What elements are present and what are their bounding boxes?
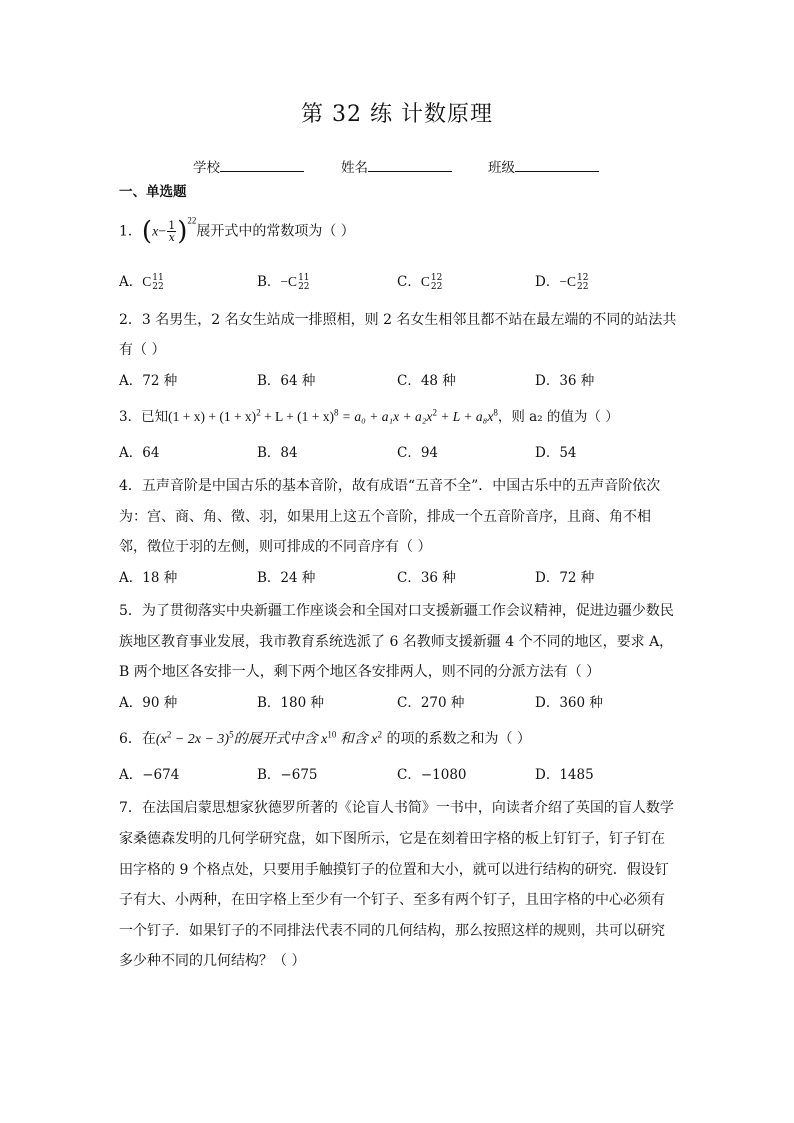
class-field[interactable] — [488, 156, 599, 176]
q6-option-a[interactable]: A．−674 — [119, 767, 180, 783]
question-3: 3．已知$(1 + x) + (1 + x)^2 + L + (1 + x)^8 = a_0 + a_1x + a_2x^2 + L + a_8x^8$，则 a₂ 的值为（ ） — [119, 407, 619, 425]
q5-option-a[interactable]: A．90 种 — [119, 695, 178, 711]
question-7-line-3: 田字格的 9 个格点处，只要用手触摸钉子的位置和大小，就可以进行结构的研究．假设钉 — [119, 862, 669, 878]
name-label: 姓名 — [341, 160, 368, 176]
q4-option-b[interactable]: B．24 种 — [257, 570, 316, 586]
q3-option-c[interactable]: C．94 — [397, 445, 439, 461]
q1-option-a[interactable]: A．C 11 22 — [119, 272, 164, 292]
question-7-line-2: 家桑德森发明的几何学研究盘，如下图所示，它是在刻着田字格的板上钉钉子，钉子钉在 — [119, 831, 665, 847]
q5-option-b[interactable]: B．180 种 — [257, 695, 324, 711]
section-heading: 一、单选题 — [119, 184, 187, 200]
q2-option-b[interactable]: B．64 种 — [257, 373, 316, 389]
question-4-line-3: 邻，徵位于羽的左侧，则可排成的不同音序有（ ） — [119, 539, 432, 555]
question-7-line-1: 7．在法国启蒙思想家狄德罗所著的《论盲人书简》一书中，向读者介绍了英国的盲人数学 — [119, 800, 674, 816]
question-7-line-5: 一个钉子．如果钉子的不同排法代表不同的几何结构，那么按照这样的规则，共可以研究 — [119, 923, 665, 939]
school-field[interactable] — [193, 156, 304, 176]
school-label: 学校 — [193, 160, 220, 176]
q2-option-c[interactable]: C．48 种 — [397, 373, 456, 389]
page-title: 第 32 练 计数原理 — [301, 102, 493, 127]
question-5-line-1: 5．为了贯彻落实中央新疆工作座谈会和全国对口支援新疆工作会议精神，促进边疆少数民 — [119, 603, 674, 619]
question-4-line-2: 为：宫、商、角、徵、羽，如果用上这五个音阶，排成一个五音阶音序，且商、角不相 — [119, 509, 651, 525]
q1-option-d[interactable]: D．−C 12 22 — [535, 272, 589, 292]
q4-option-a[interactable]: A．18 种 — [119, 570, 178, 586]
q3-option-a[interactable]: A．64 — [119, 445, 160, 461]
q1-option-b[interactable]: B．−C 11 22 — [257, 272, 310, 292]
q2-option-d[interactable]: D．36 种 — [535, 373, 595, 389]
school-blank[interactable] — [220, 157, 304, 172]
question-7-line-4: 子有大、小两种，在田字格上至少有一个钉子、至多有两个钉子，且田字格的中心必须有 — [119, 892, 665, 908]
q6-option-d[interactable]: D．1485 — [535, 767, 594, 783]
question-5-line-3: B 两个地区各安排一人，剩下两个地区各安排两人，则不同的分派方法有（ ） — [119, 664, 601, 680]
q5-option-c[interactable]: C．270 种 — [397, 695, 465, 711]
question-4-line-1: 4．五声音阶是中国古乐的基本音阶，故有成语“五音不全”．中国古乐中的五声音阶依次 — [119, 478, 661, 494]
q6-option-c[interactable]: C．−1080 — [397, 767, 467, 783]
q5-option-d[interactable]: D．360 种 — [535, 695, 603, 711]
name-blank[interactable] — [368, 157, 452, 172]
question-7-line-6: 多少种不同的几何结构？（ ） — [119, 953, 306, 969]
q4-option-c[interactable]: C．36 种 — [397, 570, 456, 586]
question-1: 1．(x− $\frac{1}{x}$ )$^{22}$展开式中的常数项为（ ） — [119, 215, 355, 247]
name-field[interactable] — [341, 156, 452, 176]
question-5-line-2: 族地区教育事业发展，我市教育系统选派了 6 名教师支援新疆 4 个不同的地区，要求 A， — [119, 634, 674, 650]
q2-option-a[interactable]: A．72 种 — [119, 373, 178, 389]
question-6: 6．在$(x^2 - 2x - 3)^5$的展开式中含 $x^{10}$ 和含 $x^2$ 的项的系数之和为（ ） — [119, 729, 531, 747]
class-blank[interactable] — [515, 157, 599, 172]
question-2-line-1: 2．3 名男生，2 名女生站成一排照相，则 2 名女生相邻且都不站在最左端的不同的站法共 — [119, 312, 677, 328]
q1-option-c[interactable]: C．C 12 22 — [397, 272, 443, 292]
q3-option-d[interactable]: D．54 — [535, 445, 577, 461]
class-label: 班级 — [488, 160, 515, 176]
q6-option-b[interactable]: B．−675 — [257, 767, 318, 783]
q4-option-d[interactable]: D．72 种 — [535, 570, 595, 586]
q3-option-b[interactable]: B．84 — [257, 445, 298, 461]
question-2-line-2: 有（ ） — [119, 342, 166, 358]
